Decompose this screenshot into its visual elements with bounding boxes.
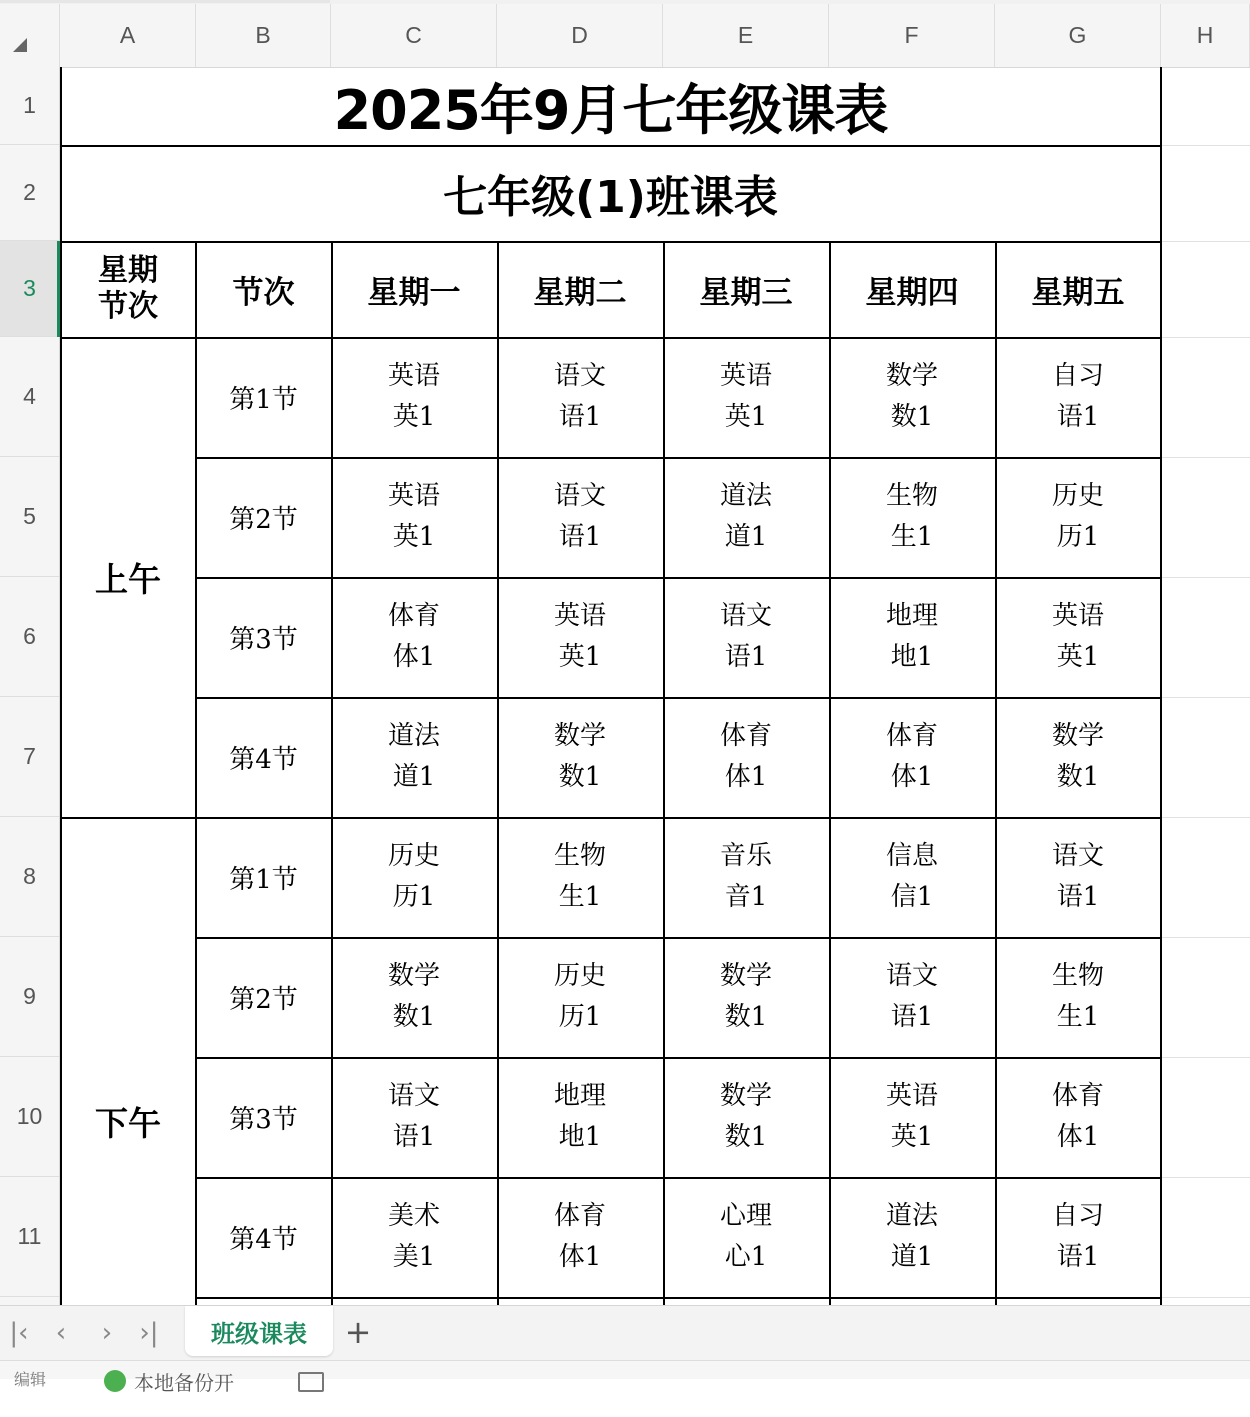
lesson-subject: 数学 <box>885 361 938 391</box>
corner-header-cell[interactable] <box>60 241 196 337</box>
period-cell[interactable]: 第3节 <box>229 1104 298 1135</box>
gridline <box>1160 1177 1250 1178</box>
lesson-subject: 语文 <box>387 1081 440 1111</box>
lesson-teacher-code: 地1 <box>558 1122 602 1152</box>
lesson-cell[interactable] <box>829 937 995 1057</box>
lesson-teacher-code: 体1 <box>724 762 768 792</box>
gridline <box>1160 1297 1250 1298</box>
lesson-teacher-code: 数1 <box>890 402 934 432</box>
border-v <box>331 241 333 1305</box>
lesson-teacher-code: 地1 <box>890 642 934 672</box>
select-all-corner[interactable] <box>0 4 60 67</box>
lesson-teacher-code: 英1 <box>392 402 436 432</box>
lesson-cell[interactable] <box>331 1057 497 1177</box>
day-header-5[interactable]: 星期五 <box>1031 274 1125 311</box>
lesson-subject: 语文 <box>719 601 772 631</box>
day-header-1[interactable]: 星期一 <box>367 274 461 311</box>
lesson-teacher-code: 数1 <box>1056 762 1100 792</box>
lesson-teacher-code: 心1 <box>724 1242 768 1272</box>
lesson-teacher-code: 英1 <box>392 522 436 552</box>
lesson-teacher-code: 英1 <box>890 1122 934 1152</box>
lesson-teacher-code: 历1 <box>392 882 436 912</box>
row-header-bar <box>0 67 60 1305</box>
lesson-cell[interactable] <box>331 577 497 697</box>
row-header-10[interactable]: 10 <box>0 1057 59 1177</box>
lesson-subject: 心理 <box>719 1201 772 1231</box>
day-header-4[interactable]: 星期四 <box>865 274 959 311</box>
gridline <box>1160 577 1250 578</box>
lesson-teacher-code: 体1 <box>392 642 436 672</box>
lesson-cell[interactable] <box>497 577 663 697</box>
lesson-cell[interactable] <box>663 577 829 697</box>
title-tab-edge <box>0 0 330 3</box>
lesson-teacher-code: 生1 <box>1056 1002 1100 1032</box>
sheet-tab-bar <box>0 1305 1250 1361</box>
lesson-cell[interactable] <box>331 457 497 577</box>
lesson-cell[interactable] <box>829 337 995 457</box>
prev-sheet-icon[interactable]: ‹ <box>55 1318 67 1348</box>
lesson-cell[interactable] <box>497 457 663 577</box>
row-header-8[interactable]: 8 <box>0 817 59 937</box>
lesson-cell[interactable] <box>663 1177 829 1297</box>
status-bar <box>0 1360 1250 1395</box>
lesson-teacher-code: 语1 <box>724 642 768 672</box>
lesson-teacher-code: 美1 <box>392 1242 436 1272</box>
lesson-cell[interactable] <box>497 1057 663 1177</box>
lesson-teacher-code: 信1 <box>890 882 934 912</box>
period-cell[interactable]: 第1节 <box>229 384 298 415</box>
period-cell[interactable]: 第3节 <box>229 624 298 655</box>
border-h <box>331 1297 1161 1299</box>
lesson-subject: 数学 <box>553 721 606 751</box>
lesson-teacher-code: 英1 <box>558 642 602 672</box>
lesson-teacher-code: 英1 <box>724 402 768 432</box>
column-header-a[interactable]: A <box>60 4 196 67</box>
lesson-cell[interactable] <box>663 937 829 1057</box>
border-h <box>196 817 1161 819</box>
lesson-subject: 信息 <box>885 841 938 871</box>
lesson-subject: 体育 <box>719 721 772 751</box>
column-header-bar <box>0 4 1250 68</box>
lesson-teacher-code: 数1 <box>558 762 602 792</box>
lesson-subject: 自习 <box>1051 361 1104 391</box>
lesson-subject: 地理 <box>553 1081 606 1111</box>
lesson-cell[interactable] <box>995 697 1161 817</box>
lesson-teacher-code: 历1 <box>558 1002 602 1032</box>
lesson-teacher-code: 道1 <box>392 762 436 792</box>
corner-header-day: 星期 <box>98 253 158 288</box>
row-header-5[interactable]: 5 <box>0 457 59 577</box>
lesson-teacher-code: 生1 <box>558 882 602 912</box>
lesson-subject: 历史 <box>387 841 440 871</box>
lesson-subject: 数学 <box>1051 721 1104 751</box>
last-sheet-icon[interactable]: ›| <box>139 1318 159 1348</box>
lesson-cell[interactable] <box>663 337 829 457</box>
sheet-title[interactable]: 2025年9月七年级课表 <box>333 78 888 142</box>
next-sheet-icon[interactable]: › <box>101 1318 113 1348</box>
lesson-teacher-code: 语1 <box>1056 882 1100 912</box>
lesson-subject: 体育 <box>885 721 938 751</box>
lesson-cell[interactable] <box>331 697 497 817</box>
column-header-c[interactable]: C <box>331 4 497 67</box>
lesson-subject: 数学 <box>719 1081 772 1111</box>
lesson-cell[interactable] <box>995 817 1161 937</box>
border-h <box>196 1177 1161 1179</box>
lesson-cell[interactable] <box>497 697 663 817</box>
gridline <box>1160 697 1250 698</box>
lesson-teacher-code: 生1 <box>890 522 934 552</box>
lesson-cell[interactable] <box>497 337 663 457</box>
border-h <box>196 577 1161 579</box>
lesson-subject: 道法 <box>885 1201 938 1231</box>
lesson-cell[interactable] <box>829 577 995 697</box>
lesson-cell[interactable] <box>829 817 995 937</box>
row-header-7[interactable]: 7 <box>0 697 59 817</box>
row-header-4[interactable]: 4 <box>0 337 59 457</box>
border-h <box>196 937 1161 939</box>
lesson-subject: 语文 <box>553 481 606 511</box>
morning-label-cell[interactable]: 上午 <box>95 559 161 599</box>
lesson-subject: 道法 <box>387 721 440 751</box>
lesson-cell[interactable] <box>829 1177 995 1297</box>
period-cell[interactable]: 第4节 <box>229 1224 298 1255</box>
gridline <box>1160 1057 1250 1058</box>
gridline <box>1160 241 1250 242</box>
lesson-subject: 英语 <box>387 481 440 511</box>
day-header-2[interactable]: 星期二 <box>533 274 627 311</box>
backup-status-text[interactable]: 本地备份开 <box>134 1371 234 1395</box>
border-h <box>196 1057 1161 1059</box>
lesson-subject: 道法 <box>719 481 772 511</box>
gridline <box>1160 937 1250 938</box>
lesson-cell[interactable] <box>995 1177 1161 1297</box>
lesson-cell[interactable] <box>995 937 1161 1057</box>
lesson-subject: 语文 <box>885 961 938 991</box>
sheet-subtitle[interactable]: 七年级(1)班课表 <box>443 172 778 223</box>
lesson-teacher-code: 音1 <box>724 882 768 912</box>
period-cell[interactable]: 第2节 <box>229 504 298 535</box>
lesson-subject: 数学 <box>387 961 440 991</box>
lesson-teacher-code: 数1 <box>724 1122 768 1152</box>
lesson-cell[interactable] <box>663 457 829 577</box>
backup-status-icon <box>104 1370 126 1392</box>
lesson-cell[interactable] <box>497 817 663 937</box>
lesson-cell[interactable] <box>497 1177 663 1297</box>
lesson-subject: 生物 <box>885 481 938 511</box>
border-v <box>829 241 831 1305</box>
column-header-e[interactable]: E <box>663 4 829 67</box>
lesson-cell[interactable] <box>995 457 1161 577</box>
day-header-3[interactable]: 星期三 <box>699 274 793 311</box>
period-header-cell[interactable]: 节次 <box>232 274 295 311</box>
period-cell[interactable]: 第1节 <box>229 864 298 895</box>
lesson-teacher-code: 数1 <box>392 1002 436 1032</box>
lesson-cell[interactable] <box>663 817 829 937</box>
border-h <box>60 145 1161 147</box>
column-header-b[interactable]: B <box>196 4 331 67</box>
lesson-subject: 音乐 <box>719 841 772 871</box>
status-mode: 编辑 <box>14 1370 47 1389</box>
lesson-cell[interactable] <box>331 1177 497 1297</box>
lesson-cell[interactable] <box>331 937 497 1057</box>
view-mode-icon[interactable] <box>298 1372 324 1392</box>
row-header-6[interactable]: 6 <box>0 577 59 697</box>
gridline <box>1160 457 1250 458</box>
row-header-2[interactable]: 2 <box>0 145 59 241</box>
lesson-teacher-code: 语1 <box>392 1122 436 1152</box>
border-v <box>995 241 997 1305</box>
gridline <box>1160 145 1250 146</box>
border-v <box>1160 67 1162 1305</box>
lesson-subject: 语文 <box>553 361 606 391</box>
lesson-teacher-code: 语1 <box>890 1002 934 1032</box>
lesson-subject: 自习 <box>1051 1201 1104 1231</box>
lesson-subject: 生物 <box>553 841 606 871</box>
lesson-teacher-code: 道1 <box>890 1242 934 1272</box>
row-header-11[interactable]: 11 <box>0 1177 59 1297</box>
add-sheet-button[interactable]: + <box>344 1313 372 1351</box>
border-h <box>196 457 1161 459</box>
first-sheet-icon[interactable]: |‹ <box>9 1318 29 1348</box>
row-header-3[interactable]: 3 <box>0 241 59 337</box>
afternoon-label-cell[interactable]: 下午 <box>95 1104 161 1143</box>
lesson-subject: 英语 <box>1051 601 1104 631</box>
row-header-1[interactable]: 1 <box>0 67 59 145</box>
column-header-f[interactable]: F <box>829 4 995 67</box>
sheet-grid[interactable] <box>60 67 1250 1305</box>
corner-header-period: 节次 <box>98 289 158 324</box>
border-v <box>497 241 499 1305</box>
gridline <box>1160 817 1250 818</box>
lesson-teacher-code: 历1 <box>1056 522 1100 552</box>
lesson-subject: 英语 <box>553 601 606 631</box>
lesson-teacher-code: 语1 <box>1056 1242 1100 1272</box>
lesson-subject: 英语 <box>387 361 440 391</box>
lesson-cell[interactable] <box>995 577 1161 697</box>
lesson-subject: 英语 <box>719 361 772 391</box>
lesson-teacher-code: 体1 <box>558 1242 602 1272</box>
sheet-tab-active[interactable]: 班级课表 <box>185 1306 333 1356</box>
lesson-subject: 体育 <box>553 1201 606 1231</box>
lesson-cell[interactable] <box>995 1057 1161 1177</box>
lesson-subject: 数学 <box>719 961 772 991</box>
row-header-9[interactable]: 9 <box>0 937 59 1057</box>
period-cell[interactable]: 第4节 <box>229 744 298 775</box>
lesson-teacher-code: 语1 <box>558 522 602 552</box>
lesson-cell[interactable] <box>331 337 497 457</box>
gridline <box>1160 337 1250 338</box>
lesson-subject: 语文 <box>1051 841 1104 871</box>
lesson-teacher-code: 语1 <box>558 402 602 432</box>
lesson-cell[interactable] <box>663 697 829 817</box>
lesson-teacher-code: 语1 <box>1056 402 1100 432</box>
lesson-cell[interactable] <box>663 1057 829 1177</box>
border-h <box>196 697 1161 699</box>
border-v <box>663 241 665 1305</box>
border-v <box>195 241 197 1305</box>
lesson-subject: 英语 <box>885 1081 938 1111</box>
lesson-teacher-code: 道1 <box>724 522 768 552</box>
lesson-subject: 生物 <box>1051 961 1104 991</box>
border-h <box>60 817 196 819</box>
border-v <box>60 67 62 1305</box>
lesson-teacher-code: 数1 <box>724 1002 768 1032</box>
lesson-subject: 历史 <box>1051 481 1104 511</box>
lesson-teacher-code: 体1 <box>1056 1122 1100 1152</box>
lesson-cell[interactable] <box>829 457 995 577</box>
column-header-d[interactable]: D <box>497 4 663 67</box>
lesson-subject: 地理 <box>885 601 938 631</box>
lesson-subject: 历史 <box>553 961 606 991</box>
lesson-cell[interactable] <box>995 337 1161 457</box>
lesson-teacher-code: 体1 <box>890 762 934 792</box>
lesson-subject: 体育 <box>387 601 440 631</box>
period-cell[interactable]: 第2节 <box>229 984 298 1015</box>
lesson-cell[interactable] <box>829 1057 995 1177</box>
lesson-cell[interactable] <box>331 817 497 937</box>
lesson-subject: 体育 <box>1051 1081 1104 1111</box>
lesson-teacher-code: 英1 <box>1056 642 1100 672</box>
column-header-h[interactable]: H <box>1161 4 1250 67</box>
lesson-subject: 美术 <box>387 1201 440 1231</box>
lesson-cell[interactable] <box>497 937 663 1057</box>
lesson-cell[interactable] <box>829 697 995 817</box>
column-header-g[interactable]: G <box>995 4 1161 67</box>
